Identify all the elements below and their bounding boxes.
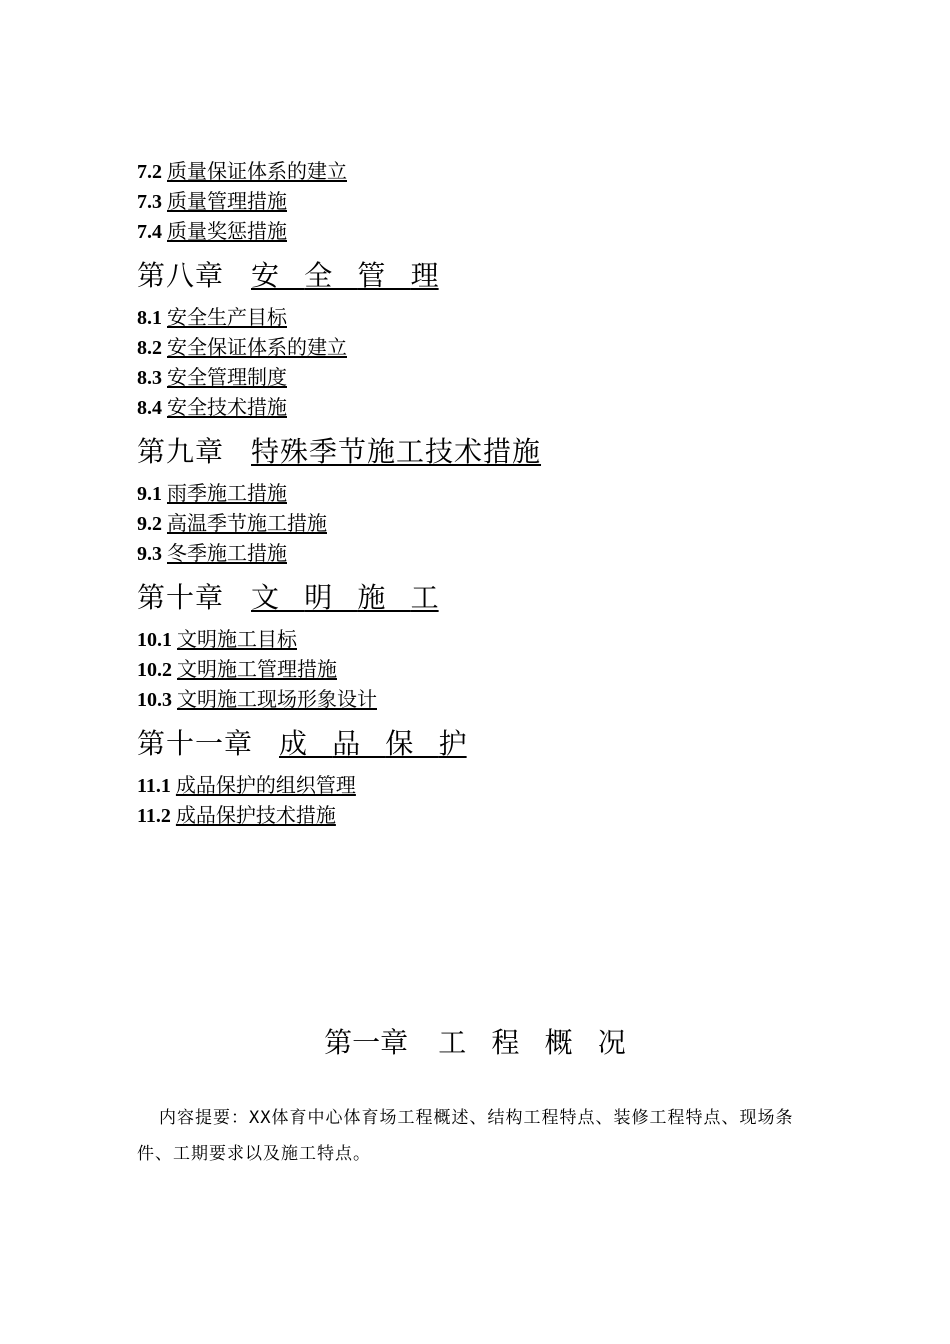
toc-entry-link[interactable]: 质量保证体系的建立 — [167, 161, 347, 183]
toc-entry-9-3[interactable] — [137, 539, 837, 569]
toc-entry-link[interactable]: 安全保证体系的建立 — [167, 337, 347, 359]
toc-chapter-10[interactable] — [137, 579, 837, 619]
toc-entry-link[interactable]: 成品保护的组织管理 — [175, 775, 356, 797]
toc-entry-link[interactable]: 安全技术措施 — [167, 397, 287, 419]
chapter-summary — [137, 1100, 827, 1172]
chapter-number: 第八章 — [137, 261, 225, 292]
toc-entry-10-3[interactable] — [137, 685, 837, 715]
toc-entry-link[interactable]: 冬季施工措施 — [167, 543, 287, 565]
toc-entry-8-4[interactable] — [137, 393, 837, 423]
toc-entry-10-2[interactable] — [137, 655, 837, 685]
toc-entry-link[interactable]: 安全生产目标 — [167, 307, 287, 329]
toc-entry-8-1[interactable] — [137, 303, 837, 333]
toc-entry-number: 8.2 — [137, 337, 162, 359]
toc-entry-number: 7.2 — [137, 161, 162, 183]
chapter-number: 第九章 — [137, 437, 225, 468]
chapter-number: 第十章 — [137, 583, 225, 614]
chapter-title: 工程概况 — [438, 1028, 626, 1059]
chapter-title-link[interactable]: 文明施工 — [251, 583, 439, 614]
toc-entry-link[interactable]: 文明施工目标 — [177, 629, 297, 651]
chapter-title-link[interactable]: 安全管理 — [251, 261, 439, 292]
toc-entry-link[interactable]: 文明施工管理措施 — [177, 659, 337, 681]
chapter-title-link[interactable]: 特殊季节施工技术措施 — [251, 437, 542, 468]
chapter-1-heading — [0, 1022, 950, 1066]
toc-entry-link[interactable]: 雨季施工措施 — [167, 483, 287, 505]
toc-entry-7-2[interactable] — [137, 157, 837, 187]
toc-entry-link[interactable]: 高温季节施工措施 — [167, 513, 327, 535]
toc-entry-9-1[interactable] — [137, 479, 837, 509]
toc-entry-10-1[interactable] — [137, 625, 837, 655]
toc-entry-link[interactable]: 安全管理制度 — [167, 367, 287, 389]
toc-entry-number: 9.2 — [137, 513, 162, 535]
toc-entry-number: 9.1 — [137, 483, 162, 505]
toc-entry-number: 8.4 — [137, 397, 162, 419]
toc-entry-link[interactable]: 质量奖惩措施 — [167, 221, 287, 243]
toc-entry-11-1[interactable] — [137, 771, 837, 801]
summary-text: XX体育中心体育场工程概述、结构工程特点、装修工程特点、现场条件、工期要求以及施工特点。 — [137, 1108, 794, 1164]
toc-entry-number: 8.3 — [137, 367, 162, 389]
toc-entry-number: 10.2 — [137, 659, 172, 681]
toc-entry-7-3[interactable] — [137, 187, 837, 217]
toc-entry-number: 7.4 — [137, 221, 162, 243]
toc-entry-link[interactable]: 成品保护技术措施 — [175, 805, 336, 827]
toc-entry-number: 7.3 — [137, 191, 162, 213]
toc-chapter-9[interactable] — [137, 433, 837, 473]
toc-entry-8-2[interactable] — [137, 333, 837, 363]
chapter-number: 第一章 — [324, 1028, 409, 1059]
toc-entry-link[interactable]: 质量管理措施 — [167, 191, 287, 213]
toc-entry-number: 11.1 — [137, 775, 171, 797]
toc-entry-link[interactable]: 文明施工现场形象设计 — [177, 689, 377, 711]
toc-entry-11-2[interactable] — [137, 801, 837, 831]
toc-entry-number: 9.3 — [137, 543, 162, 565]
summary-label: 内容提要： — [159, 1108, 249, 1128]
table-of-contents — [137, 157, 837, 831]
toc-entry-8-3[interactable] — [137, 363, 837, 393]
toc-entry-number: 10.3 — [137, 689, 172, 711]
toc-chapter-11[interactable] — [137, 725, 837, 765]
toc-entry-number: 11.2 — [137, 805, 171, 827]
toc-entry-7-4[interactable] — [137, 217, 837, 247]
toc-entry-number: 10.1 — [137, 629, 172, 651]
chapter-number: 第十一章 — [137, 729, 254, 760]
chapter-title-link[interactable]: 成品保护 — [279, 729, 467, 760]
toc-entry-9-2[interactable] — [137, 509, 837, 539]
toc-entry-number: 8.1 — [137, 307, 162, 329]
toc-chapter-8[interactable] — [137, 257, 837, 297]
